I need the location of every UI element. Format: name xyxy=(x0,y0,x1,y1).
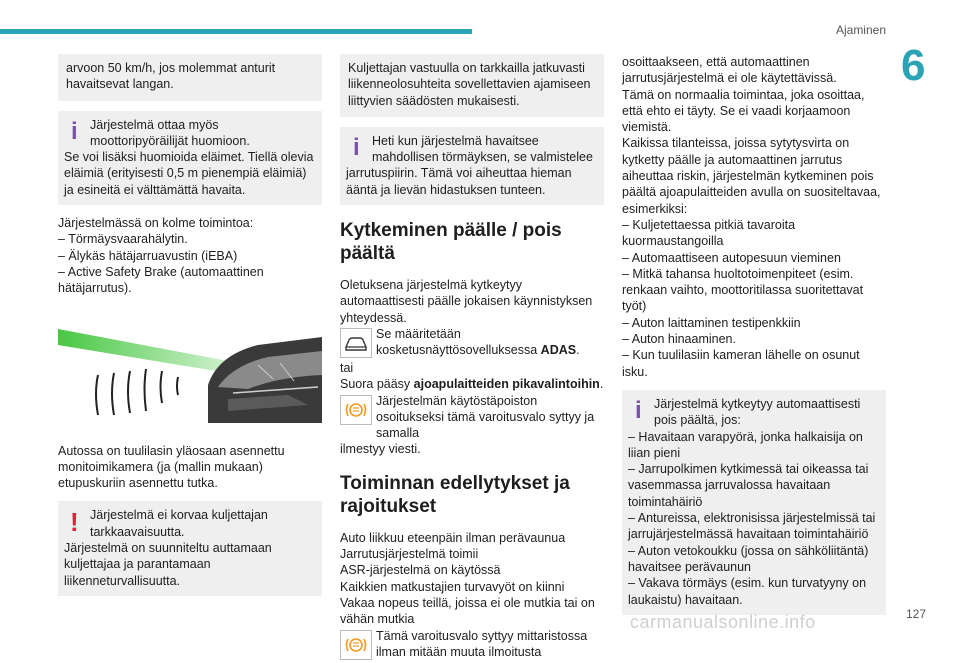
header-accent-bar xyxy=(0,29,472,34)
column-2 xyxy=(340,54,604,662)
deactivation-text: Järjestelmän käytöstäpoiston osoitukseksi tämä varoitusvalo syttyy ja samalla xyxy=(376,393,595,441)
warning-first-line: Järjestelmä ei korvaa kuljettajan tarkkaavaisuutta. xyxy=(90,508,268,539)
info-icon: i xyxy=(71,117,78,145)
note-box xyxy=(340,54,604,117)
condition-item: Kaikkien matkustajien turvavyöt on kiinni xyxy=(340,579,565,594)
column-3 xyxy=(622,54,886,625)
condition-item: Vakaa nopeus teillä, joissa ei ole mutkia tai on vähän mutkia xyxy=(340,595,595,627)
car-radar-illustration xyxy=(58,315,322,423)
info-item: – Antureissa, elektronisissa järjestelmissä tai jarrujärjestelmässä havaitaan toimintahäiriö xyxy=(628,511,876,542)
condition-item: Jarrutusjärjestelmä toimii xyxy=(340,547,479,562)
info-box xyxy=(622,390,886,615)
section-heading: Toiminnan edellytykset ja rajoitukset xyxy=(340,472,570,517)
case-item: – Auton hinaaminen. xyxy=(622,332,736,347)
page-number: 127 xyxy=(905,607,926,621)
case-item: – Automaattiseen autopesuun vieminen xyxy=(622,250,841,265)
warning-box xyxy=(58,501,322,595)
info-box xyxy=(340,127,604,205)
info-first-line: Järjestelmä ottaa myös moottoripyöräilijät huomioon. xyxy=(90,117,250,148)
function-item: – Älykäs hätäjarruavustin (iEBA) xyxy=(58,248,238,263)
condition-item: ASR-järjestelmä on käytössä xyxy=(340,563,501,578)
watermark: carmanualsonline.info xyxy=(630,612,816,632)
note-text: Kuljettajan vastuulla on tarkkailla jatkuvasti liikenneolosuhteita sovellettavien ajamiseen liittyvien säädösten mukaisesti. xyxy=(348,61,591,108)
note-text: arvoon 50 km/h, jos molemmat anturit havaitsevat langan. xyxy=(66,61,276,92)
case-item: – Mitkä tahansa huoltotoimenpiteet (esim. renkaan vaihto, moottoritilassa suoritettavat työt) xyxy=(622,266,864,314)
info-item: – Vakava törmäys (esim. kun turvatyyny on laukaistu) havaitaan. xyxy=(628,576,867,607)
case-item: – Kuljetettaessa pitkiä tavaroita kuormaustangoilla xyxy=(622,217,796,249)
info-item: – Auton vetokoukku (jossa on sähköliitäntä) havaitsee perävaunun xyxy=(628,543,869,574)
info-icon: i xyxy=(635,396,642,424)
lamp-text: Tämä varoitusvalo syttyy mittaristossa ilman mitään muuta ilmoitusta xyxy=(376,628,588,659)
camera-text: Autossa on tuulilasin yläosaan asennettu monitoimikamera (ja (mallin mukaan) etupuskuriin asennettu tutka. xyxy=(58,443,285,491)
adas-row xyxy=(340,326,604,360)
column-1 xyxy=(58,54,322,606)
info-item: – Havaitaan varapyörä, jonka halkaisija on liian pieni xyxy=(628,429,863,460)
normal-text: Tämä on normaalia toimintaa, joka osoittaa, että ehto ei täyty. Se ei vaadi korjaamoon viemistä. xyxy=(622,87,865,135)
deactivation-after: ilmestyy viesti. xyxy=(340,442,421,457)
condition-item: Auto liikkuu eteenpäin ilman perävaunua xyxy=(340,530,566,545)
lamp-row xyxy=(340,628,604,662)
deactivation-row xyxy=(340,393,604,442)
brake-warning-lamp-icon xyxy=(340,630,372,660)
intro-text: osoittaakseen, että automaattinen jarrutusjärjestelmä ei ole käytettävissä. xyxy=(622,55,837,86)
direct-access-text: Suora pääsy ajoapulaitteiden pikavalintoihin. xyxy=(340,377,604,392)
info-icon: i xyxy=(353,133,360,161)
function-item: – Törmäysvaarahälytin. xyxy=(58,232,188,247)
chapter-number: 6 xyxy=(901,41,926,90)
warning-icon: ! xyxy=(70,507,79,538)
info-first-line: Järjestelmä kytkeytyy automaattisesti pois päältä, jos: xyxy=(654,396,861,428)
functions-intro: Järjestelmässä on kolme toimintoa: xyxy=(58,216,254,231)
or-text: tai xyxy=(340,360,354,375)
section-heading: Kytkeminen päälle / pois päältä xyxy=(340,220,562,265)
brake-warning-lamp-icon xyxy=(340,395,372,425)
info-rest: jarrutuspiirin. Tämä voi aiheuttaa hieman ääntä ja lievän hidastuksen tunteen. xyxy=(346,166,572,197)
default-text: Oletuksena järjestelmä kytkeytyy automaattisesti päälle jokaisen käynnistyksen yhteydessä. xyxy=(340,278,593,325)
case-item: – Auton laittaminen testipenkkiin xyxy=(622,315,801,330)
car-icon xyxy=(340,328,372,358)
info-item: – Jarrupolkimen kytkimessä tai oikeassa tai vasemmassa jarruvalossa havaitaan toimintahäiriö xyxy=(628,462,869,509)
note-box xyxy=(58,54,322,101)
section-title: Ajaminen xyxy=(835,23,886,37)
warning-rest: Järjestelmä on suunniteltu auttamaan kuljettajaa ja parantamaan liikenneturvallisuutta. xyxy=(64,541,272,588)
function-item: – Active Safety Brake (automaattinen hätäjarrutus). xyxy=(58,264,264,296)
info-box xyxy=(58,111,322,205)
car-illustration-svg xyxy=(58,315,322,423)
adas-text: Se määritetään kosketusnäyttösovelluksessa ADAS. xyxy=(376,326,580,358)
cases-intro: Kaikissa tilanteissa, joissa sytytysvirta on kytketty päälle ja automaattinen jarrutus aiheuttaa riskin, järjestelmän kytkeminen pois päältä ajoapulaitteiden avulla on suositeltavaa, esimerkiksi: xyxy=(622,136,881,216)
info-rest: Se voi lisäksi huomioida eläimet. Tiellä olevia eläimiä (erityisesti 0,5 m pienempiä eläimiä) ja esineitä ei välttämättä havaita. xyxy=(64,150,314,197)
info-first-line: Heti kun järjestelmä havaitsee mahdollisen törmäyksen, se valmistelee xyxy=(372,133,593,165)
case-item: – Kun tuulilasiin kameran lähelle on osunut isku. xyxy=(622,348,860,379)
